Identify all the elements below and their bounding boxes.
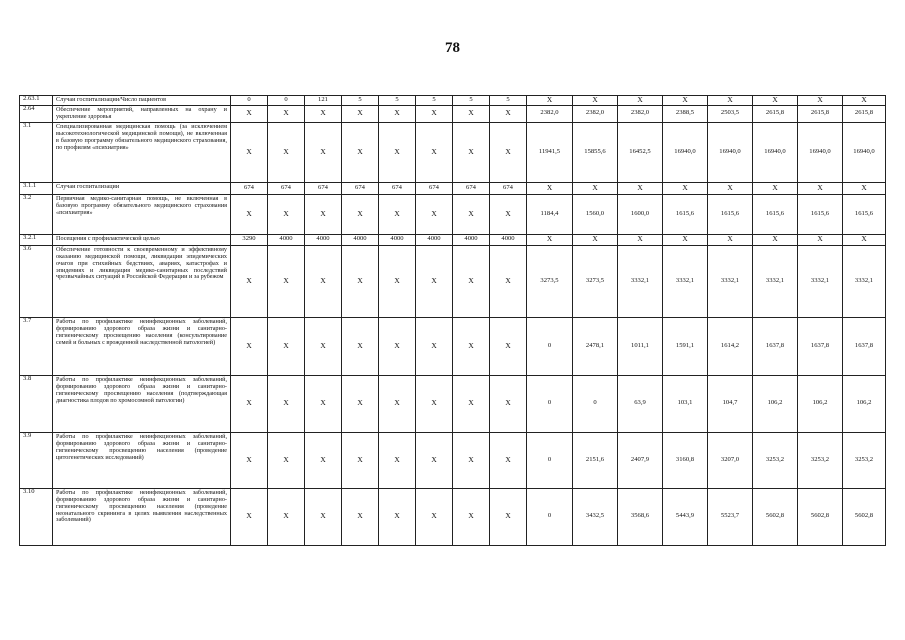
table-row xyxy=(20,106,886,123)
row-value-cell: X xyxy=(305,432,342,488)
row-value-cell: X xyxy=(231,317,268,375)
row-value-cell: 1615,6 xyxy=(663,194,708,234)
row-name: Работы по профилактике неинфекционных заболеваний, формированию здорового образа жизни и санитарно-гигиеническому просвещению населения (проведение цитогенетических исследований) xyxy=(53,432,231,488)
row-value-cell: X xyxy=(231,245,268,317)
row-value-cell: X xyxy=(342,194,379,234)
row-value-cell: X xyxy=(753,234,798,245)
row-value-cell: X xyxy=(231,194,268,234)
row-value-cell: 16940,0 xyxy=(708,122,753,182)
row-value-cell: X xyxy=(490,317,527,375)
row-value-cell: 674 xyxy=(416,182,453,194)
row-value-cell: X xyxy=(490,106,527,123)
row-code: 3.1 xyxy=(20,122,53,182)
row-value-cell: X xyxy=(268,375,305,432)
row-value-cell: X xyxy=(843,234,886,245)
row-value-cell: X xyxy=(342,122,379,182)
row-value-cell: X xyxy=(268,317,305,375)
row-value-cell: 0 xyxy=(527,375,573,432)
row-value-cell: X xyxy=(268,122,305,182)
row-value-cell: 674 xyxy=(342,182,379,194)
row-value-cell: 16940,0 xyxy=(753,122,798,182)
row-code: 3.10 xyxy=(20,488,53,545)
row-value-cell: X xyxy=(342,245,379,317)
row-value-cell: 3568,6 xyxy=(618,488,663,545)
row-value-cell: 1637,8 xyxy=(798,317,843,375)
row-value-cell: X xyxy=(416,194,453,234)
row-value-cell: 4000 xyxy=(268,234,305,245)
row-value-cell: 106,2 xyxy=(798,375,843,432)
row-value-cell: 1615,6 xyxy=(708,194,753,234)
row-value-cell: 5 xyxy=(490,96,527,106)
row-name: Обеспечение готовности к своевременному и эффективному оказанию медицинской помощи, ликвидации эпидемических очагов при стихийных бедствиях, авариях, катастрофах и эпидемиях и ликвидация медико-санитарных последствий чрезвычайных ситуаций в Российской Федерации и за рубежом xyxy=(53,245,231,317)
row-value-cell: X xyxy=(342,488,379,545)
row-value-cell: 3332,1 xyxy=(798,245,843,317)
row-value-cell: 3332,1 xyxy=(843,245,886,317)
table-row xyxy=(20,375,886,432)
row-value-cell: X xyxy=(379,432,416,488)
row-value-cell: 16940,0 xyxy=(798,122,843,182)
row-value-cell: X xyxy=(268,432,305,488)
row-name: Работы по профилактике неинфекционных заболеваний, формированию здорового образа жизни и санитарно-гигиеническому просвещению населения (подтверждающая диагностика плодов по хромосомной патологии) xyxy=(53,375,231,432)
row-value-cell: 11941,5 xyxy=(527,122,573,182)
row-value-cell: 1615,6 xyxy=(843,194,886,234)
row-name: Случаи госпитализации xyxy=(53,182,231,194)
row-name: Специализированная медицинская помощь (за исключением высокотехнологической медицинской помощи), не включенная в базовую программу обязательного медицинского страхования, по профилям «психиатрия» xyxy=(53,122,231,182)
row-code: 3.2 xyxy=(20,194,53,234)
row-value-cell: X xyxy=(268,245,305,317)
row-name: Обеспечение мероприятий, направленных на охрану и укрепление здоровья xyxy=(53,106,231,123)
row-value-cell: X xyxy=(305,375,342,432)
row-value-cell: X xyxy=(416,432,453,488)
row-value-cell: 3432,5 xyxy=(573,488,618,545)
row-value-cell: 1615,6 xyxy=(798,194,843,234)
row-value-cell: 2615,8 xyxy=(753,106,798,123)
row-value-cell: 1184,4 xyxy=(527,194,573,234)
table-row xyxy=(20,488,886,545)
row-value-cell: 3332,1 xyxy=(618,245,663,317)
row-value-cell: 5602,8 xyxy=(843,488,886,545)
row-value-cell: X xyxy=(416,122,453,182)
row-value-cell: X xyxy=(268,194,305,234)
table-row xyxy=(20,122,886,182)
row-value-cell: X xyxy=(453,122,490,182)
row-value-cell: 5 xyxy=(453,96,490,106)
row-code: 3.8 xyxy=(20,375,53,432)
row-value-cell: 5 xyxy=(379,96,416,106)
table-row xyxy=(20,194,886,234)
row-value-cell: X xyxy=(453,375,490,432)
row-value-cell: X xyxy=(573,182,618,194)
row-value-cell: 674 xyxy=(268,182,305,194)
row-code: 3.7 xyxy=(20,317,53,375)
row-value-cell: X xyxy=(490,488,527,545)
row-value-cell: 3273,5 xyxy=(573,245,618,317)
row-value-cell: 63,9 xyxy=(618,375,663,432)
row-value-cell: X xyxy=(708,182,753,194)
row-value-cell: X xyxy=(663,96,708,106)
row-value-cell: X xyxy=(618,182,663,194)
row-value-cell: 3253,2 xyxy=(843,432,886,488)
row-value-cell: X xyxy=(305,122,342,182)
row-value-cell: 4000 xyxy=(416,234,453,245)
row-value-cell: 1637,8 xyxy=(843,317,886,375)
row-value-cell: X xyxy=(379,106,416,123)
row-value-cell: 16940,0 xyxy=(663,122,708,182)
row-value-cell: X xyxy=(663,182,708,194)
row-value-cell: X xyxy=(753,182,798,194)
row-value-cell: X xyxy=(490,122,527,182)
row-value-cell: 2407,9 xyxy=(618,432,663,488)
row-value-cell: X xyxy=(305,245,342,317)
row-code: 2.64 xyxy=(20,106,53,123)
row-value-cell: 0 xyxy=(527,432,573,488)
row-value-cell: 2382,0 xyxy=(573,106,618,123)
row-value-cell: X xyxy=(490,194,527,234)
table-row xyxy=(20,182,886,194)
row-value-cell: X xyxy=(342,432,379,488)
row-value-cell: X xyxy=(342,317,379,375)
row-value-cell: 5443,9 xyxy=(663,488,708,545)
table-row xyxy=(20,432,886,488)
row-value-cell: 3253,2 xyxy=(753,432,798,488)
table-row xyxy=(20,234,886,245)
row-value-cell: X xyxy=(342,106,379,123)
row-name: Первичная медико-санитарная помощь, не включенная в базовую программу обязательного медицинского страхования «психиатрия» xyxy=(53,194,231,234)
row-value-cell: 0 xyxy=(573,375,618,432)
row-name: Посещения с профилактической целью xyxy=(53,234,231,245)
row-value-cell: X xyxy=(305,488,342,545)
row-value-cell: 3332,1 xyxy=(753,245,798,317)
row-name: Работы по профилактике неинфекционных заболеваний, формированию здорового образа жизни и санитарно-гигиеническому просвещению населения (проведение неонатального скрининга в целях выявления наследственных заболеваний) xyxy=(53,488,231,545)
row-value-cell: X xyxy=(663,234,708,245)
row-value-cell: X xyxy=(527,234,573,245)
row-value-cell: X xyxy=(527,96,573,106)
row-value-cell: X xyxy=(490,432,527,488)
row-value-cell: X xyxy=(305,106,342,123)
row-value-cell: 16940,0 xyxy=(843,122,886,182)
row-value-cell: 2503,5 xyxy=(708,106,753,123)
row-value-cell: X xyxy=(843,96,886,106)
row-value-cell: X xyxy=(453,106,490,123)
row-value-cell: 674 xyxy=(379,182,416,194)
row-value-cell: 1614,2 xyxy=(708,317,753,375)
row-value-cell: 3332,1 xyxy=(663,245,708,317)
row-code: 3.2.1 xyxy=(20,234,53,245)
row-value-cell: X xyxy=(268,488,305,545)
row-value-cell: 5602,8 xyxy=(753,488,798,545)
row-value-cell: 3290 xyxy=(231,234,268,245)
row-value-cell: X xyxy=(231,122,268,182)
row-value-cell: X xyxy=(231,106,268,123)
row-value-cell: X xyxy=(416,375,453,432)
row-value-cell: 4000 xyxy=(379,234,416,245)
row-value-cell: 2151,6 xyxy=(573,432,618,488)
row-value-cell: X xyxy=(379,194,416,234)
row-value-cell: 1637,8 xyxy=(753,317,798,375)
row-name: Случаи госпитализации/Число пациентов xyxy=(53,96,231,106)
row-value-cell: X xyxy=(453,317,490,375)
row-value-cell: X xyxy=(342,375,379,432)
row-value-cell: X xyxy=(798,234,843,245)
row-value-cell: 2382,0 xyxy=(527,106,573,123)
row-value-cell: X xyxy=(798,96,843,106)
row-value-cell: 2478,1 xyxy=(573,317,618,375)
row-value-cell: X xyxy=(305,194,342,234)
row-value-cell: X xyxy=(379,488,416,545)
row-value-cell: X xyxy=(231,375,268,432)
row-value-cell: X xyxy=(573,234,618,245)
row-value-cell: 106,2 xyxy=(843,375,886,432)
row-value-cell: X xyxy=(453,488,490,545)
row-value-cell: 2615,8 xyxy=(798,106,843,123)
row-value-cell: 3332,1 xyxy=(708,245,753,317)
row-value-cell: 1011,1 xyxy=(618,317,663,375)
row-value-cell: 674 xyxy=(231,182,268,194)
row-value-cell: 3253,2 xyxy=(798,432,843,488)
row-code: 3.6 xyxy=(20,245,53,317)
row-value-cell: X xyxy=(453,245,490,317)
row-value-cell: 3207,0 xyxy=(708,432,753,488)
row-value-cell: X xyxy=(708,96,753,106)
row-value-cell: 1560,0 xyxy=(573,194,618,234)
row-value-cell: 5602,8 xyxy=(798,488,843,545)
row-value-cell: 0 xyxy=(268,96,305,106)
row-value-cell: X xyxy=(268,106,305,123)
indicators-table xyxy=(19,95,886,546)
row-value-cell: 121 xyxy=(305,96,342,106)
row-value-cell: 2388,5 xyxy=(663,106,708,123)
table-body xyxy=(20,96,886,546)
table-row xyxy=(20,317,886,375)
row-value-cell: X xyxy=(379,375,416,432)
row-value-cell: X xyxy=(379,122,416,182)
row-value-cell: 2382,0 xyxy=(618,106,663,123)
row-value-cell: X xyxy=(379,317,416,375)
row-value-cell: 1600,0 xyxy=(618,194,663,234)
row-value-cell: X xyxy=(416,245,453,317)
row-value-cell: X xyxy=(305,317,342,375)
row-value-cell: 16452,5 xyxy=(618,122,663,182)
row-value-cell: X xyxy=(573,96,618,106)
row-value-cell: X xyxy=(231,488,268,545)
row-value-cell: 674 xyxy=(490,182,527,194)
row-value-cell: 5 xyxy=(416,96,453,106)
row-value-cell: X xyxy=(753,96,798,106)
row-value-cell: X xyxy=(798,182,843,194)
row-value-cell: 3160,8 xyxy=(663,432,708,488)
row-value-cell: 4000 xyxy=(453,234,490,245)
row-value-cell: X xyxy=(618,96,663,106)
row-value-cell: X xyxy=(490,375,527,432)
row-value-cell: 103,1 xyxy=(663,375,708,432)
row-name: Работы по профилактике неинфекционных заболеваний, формированию здорового образа жизни и санитарно-гигиеническому просвещению населения (консультирование семей и больных с врожденной наследственной патологией) xyxy=(53,317,231,375)
row-value-cell: 1591,1 xyxy=(663,317,708,375)
row-value-cell: 5523,7 xyxy=(708,488,753,545)
row-value-cell: X xyxy=(708,234,753,245)
row-value-cell: 104,7 xyxy=(708,375,753,432)
row-value-cell: X xyxy=(527,182,573,194)
row-value-cell: X xyxy=(453,194,490,234)
row-value-cell: 674 xyxy=(305,182,342,194)
row-value-cell: 1615,6 xyxy=(753,194,798,234)
row-value-cell: 0 xyxy=(527,317,573,375)
row-value-cell: X xyxy=(416,317,453,375)
row-value-cell: X xyxy=(231,432,268,488)
row-value-cell: X xyxy=(618,234,663,245)
row-value-cell: 4000 xyxy=(490,234,527,245)
row-value-cell: X xyxy=(453,432,490,488)
row-value-cell: X xyxy=(416,106,453,123)
row-value-cell: 674 xyxy=(453,182,490,194)
row-value-cell: X xyxy=(490,245,527,317)
row-value-cell: 106,2 xyxy=(753,375,798,432)
row-value-cell: 4000 xyxy=(305,234,342,245)
page-number: 78 xyxy=(445,40,460,56)
row-value-cell: 0 xyxy=(527,488,573,545)
table-row xyxy=(20,96,886,106)
row-value-cell: 4000 xyxy=(342,234,379,245)
row-code: 3.9 xyxy=(20,432,53,488)
row-value-cell: 15855,6 xyxy=(573,122,618,182)
row-value-cell: 2615,8 xyxy=(843,106,886,123)
row-value-cell: X xyxy=(379,245,416,317)
row-code: 3.1.1 xyxy=(20,182,53,194)
row-value-cell: 5 xyxy=(342,96,379,106)
row-code: 2.63.1 xyxy=(20,96,53,106)
table-row xyxy=(20,245,886,317)
row-value-cell: X xyxy=(416,488,453,545)
row-value-cell: 3273,5 xyxy=(527,245,573,317)
row-value-cell: 0 xyxy=(231,96,268,106)
row-value-cell: X xyxy=(843,182,886,194)
